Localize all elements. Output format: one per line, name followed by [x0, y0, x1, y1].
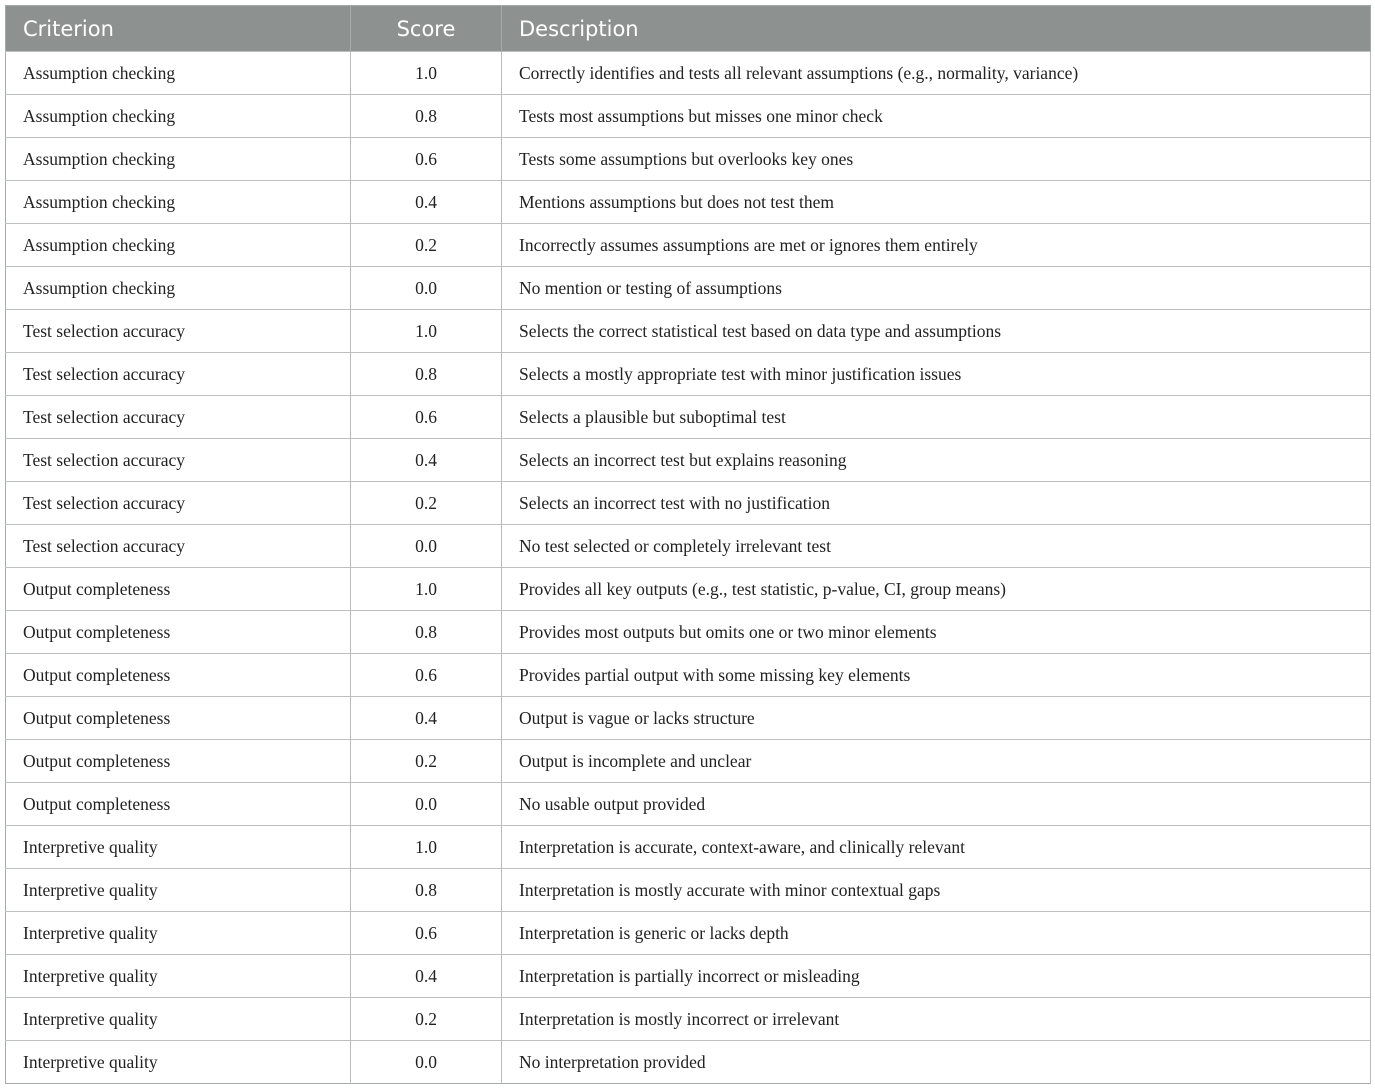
table-row [6, 783, 1371, 826]
cell-description: Interpretation is mostly accurate with minor contextual gaps [502, 869, 1371, 912]
table-row [6, 267, 1371, 310]
cell-description: No mention or testing of assumptions [502, 267, 1371, 310]
cell-description: Output is incomplete and unclear [502, 740, 1371, 783]
table-header [6, 6, 1371, 52]
table-row [6, 998, 1371, 1041]
cell-score: 0.8 [351, 95, 502, 138]
cell-score: 1.0 [351, 568, 502, 611]
table-row [6, 181, 1371, 224]
cell-criterion: Assumption checking [6, 95, 351, 138]
cell-score: 1.0 [351, 52, 502, 95]
cell-description: Provides partial output with some missing key elements [502, 654, 1371, 697]
table-row [6, 568, 1371, 611]
cell-criterion: Output completeness [6, 783, 351, 826]
table-row [6, 138, 1371, 181]
cell-score: 0.4 [351, 697, 502, 740]
table-row [6, 224, 1371, 267]
cell-criterion: Interpretive quality [6, 998, 351, 1041]
cell-criterion: Assumption checking [6, 224, 351, 267]
cell-criterion: Interpretive quality [6, 1041, 351, 1084]
cell-criterion: Assumption checking [6, 52, 351, 95]
cell-description: Tests most assumptions but misses one minor check [502, 95, 1371, 138]
cell-criterion: Test selection accuracy [6, 396, 351, 439]
cell-description: Selects an incorrect test but explains reasoning [502, 439, 1371, 482]
cell-description: Selects the correct statistical test based on data type and assumptions [502, 310, 1371, 353]
cell-score: 1.0 [351, 826, 502, 869]
table-row [6, 353, 1371, 396]
cell-description: Incorrectly assumes assumptions are met or ignores them entirely [502, 224, 1371, 267]
table-row [6, 95, 1371, 138]
cell-score: 0.6 [351, 138, 502, 181]
cell-description: No test selected or completely irrelevant test [502, 525, 1371, 568]
table-row [6, 869, 1371, 912]
cell-criterion: Assumption checking [6, 181, 351, 224]
cell-score: 0.8 [351, 611, 502, 654]
cell-description: Interpretation is generic or lacks depth [502, 912, 1371, 955]
table-row [6, 955, 1371, 998]
cell-criterion: Interpretive quality [6, 869, 351, 912]
cell-score: 0.6 [351, 396, 502, 439]
cell-criterion: Interpretive quality [6, 955, 351, 998]
cell-criterion: Output completeness [6, 740, 351, 783]
table-row [6, 396, 1371, 439]
cell-description: Interpretation is mostly incorrect or irrelevant [502, 998, 1371, 1041]
table-row [6, 654, 1371, 697]
cell-score: 0.0 [351, 783, 502, 826]
cell-description: No usable output provided [502, 783, 1371, 826]
cell-criterion: Test selection accuracy [6, 482, 351, 525]
cell-description: Mentions assumptions but does not test them [502, 181, 1371, 224]
table-row [6, 439, 1371, 482]
header-description: Description [502, 6, 1371, 52]
cell-criterion: Assumption checking [6, 138, 351, 181]
cell-description: Correctly identifies and tests all relevant assumptions (e.g., normality, variance) [502, 52, 1371, 95]
cell-criterion: Output completeness [6, 568, 351, 611]
cell-criterion: Interpretive quality [6, 912, 351, 955]
cell-description: Provides most outputs but omits one or two minor elements [502, 611, 1371, 654]
cell-score: 0.0 [351, 525, 502, 568]
cell-criterion: Test selection accuracy [6, 310, 351, 353]
cell-score: 0.6 [351, 912, 502, 955]
cell-description: Output is vague or lacks structure [502, 697, 1371, 740]
cell-criterion: Test selection accuracy [6, 525, 351, 568]
cell-criterion: Output completeness [6, 697, 351, 740]
cell-score: 0.4 [351, 181, 502, 224]
cell-score: 0.8 [351, 869, 502, 912]
cell-criterion: Interpretive quality [6, 826, 351, 869]
cell-description: Selects an incorrect test with no justification [502, 482, 1371, 525]
cell-score: 0.4 [351, 439, 502, 482]
cell-score: 0.0 [351, 267, 502, 310]
cell-score: 0.2 [351, 224, 502, 267]
cell-description: No interpretation provided [502, 1041, 1371, 1084]
table-row [6, 611, 1371, 654]
table-body [6, 52, 1371, 1084]
cell-score: 1.0 [351, 310, 502, 353]
table-row [6, 1041, 1371, 1084]
cell-description: Interpretation is partially incorrect or misleading [502, 955, 1371, 998]
table-row [6, 482, 1371, 525]
cell-criterion: Output completeness [6, 654, 351, 697]
header-score: Score [351, 6, 502, 52]
cell-description: Tests some assumptions but overlooks key ones [502, 138, 1371, 181]
table-row [6, 310, 1371, 353]
table-row [6, 740, 1371, 783]
header-criterion: Criterion [6, 6, 351, 52]
table-row [6, 826, 1371, 869]
cell-score: 0.2 [351, 482, 502, 525]
header-row [6, 6, 1371, 52]
table-row [6, 525, 1371, 568]
cell-criterion: Assumption checking [6, 267, 351, 310]
cell-description: Interpretation is accurate, context-aware, and clinically relevant [502, 826, 1371, 869]
cell-score: 0.2 [351, 740, 502, 783]
cell-description: Provides all key outputs (e.g., test statistic, p-value, CI, group means) [502, 568, 1371, 611]
cell-score: 0.8 [351, 353, 502, 396]
cell-score: 0.0 [351, 1041, 502, 1084]
table-row [6, 52, 1371, 95]
cell-description: Selects a mostly appropriate test with minor justification issues [502, 353, 1371, 396]
cell-criterion: Test selection accuracy [6, 439, 351, 482]
cell-score: 0.2 [351, 998, 502, 1041]
cell-criterion: Test selection accuracy [6, 353, 351, 396]
cell-criterion: Output completeness [6, 611, 351, 654]
table-row [6, 912, 1371, 955]
cell-score: 0.4 [351, 955, 502, 998]
cell-score: 0.6 [351, 654, 502, 697]
rubric-table [5, 5, 1371, 1084]
table-row [6, 697, 1371, 740]
cell-description: Selects a plausible but suboptimal test [502, 396, 1371, 439]
